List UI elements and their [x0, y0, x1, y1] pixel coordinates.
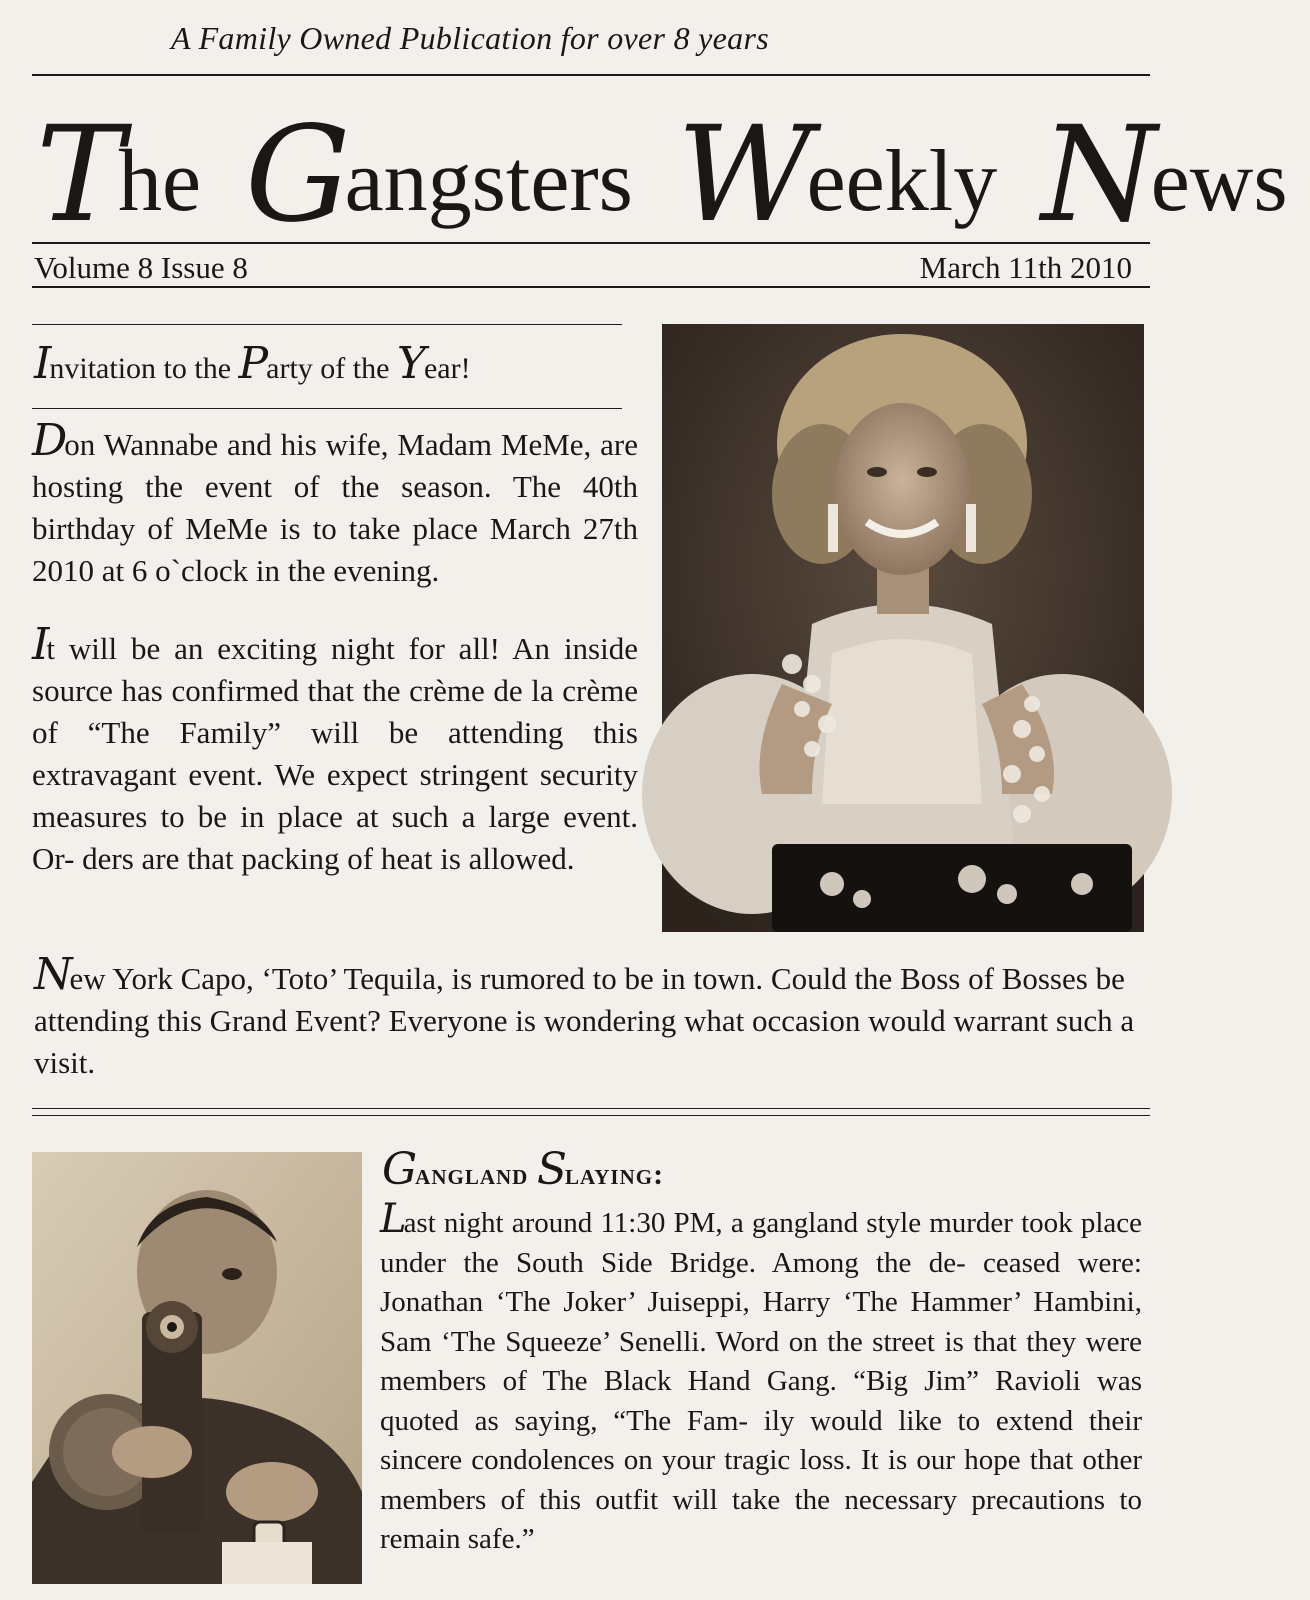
masthead-rule-bottom: [32, 286, 1150, 288]
section-rule-2: [32, 1115, 1150, 1116]
invitation-paragraph-2: It will be an exciting night for all! An inside source has confirmed that the crème de la crème of “The Family” will be attending this extravagant event. We expect stringent security measures to be in place at such a large event. Or- ders are that packing of heat is allowed.: [32, 619, 638, 876]
woman-with-jewels-image: [662, 324, 1144, 932]
drop-cap: N: [34, 949, 70, 1000]
invitation-paragraph-1: Don Wannabe and his wife, Madam MeMe, are hosting the event of the season. The 40th birthday of MeMe is to take place March 27th 2010 at 6 o`clock in the evening.: [32, 415, 638, 588]
slaying-paragraph: Last night around 11:30 PM, a gangland style murder took place under the South Side Bridge. Among the de- ceased were: Jonathan ‘The Joker’ Juiseppi, Harry ‘The Hammer’ Hambini, Sam ‘The Squeeze’ Senelli. Word on the street is that they were members of The Black Hand Gang. “Big Jim” Ravioli was quoted as saying, “The Fam- ily would like to extend their sincere condolences on your tragic loss. It is our hope that other members of this outfit will take the necessary precautions to remain safe.”: [380, 1196, 1142, 1555]
masthead-title: The Gangsters Weekly News: [36, 98, 1288, 252]
man-with-gun-image: [32, 1152, 362, 1584]
top-rule: [32, 74, 1150, 76]
masthead-rule-top: [32, 242, 1150, 244]
drop-cap: I: [32, 619, 47, 670]
invitation-title-rule-top: [32, 324, 622, 325]
slaying-headline: Gangland Slaying:: [382, 1144, 665, 1195]
invitation-paragraph-3: New York Capo, ‘Toto’ Tequila, is rumored to be in town. Could the Boss of Bosses be attending this Grand Event? Everyone is wondering what occasion would warrant such a visit.: [34, 949, 1135, 1080]
tagline: A Family Owned Publication for over 8 years: [171, 20, 769, 56]
invitation-headline: Invitation to the Party of the Year!: [34, 338, 471, 389]
madam-meme-photo: [662, 324, 1144, 932]
drop-cap: D: [32, 415, 65, 466]
section-rule-1: [32, 1108, 1150, 1109]
issue-date: March 11th 2010: [919, 250, 1132, 285]
invitation-title-rule-bottom: [32, 408, 622, 409]
drop-cap: L: [380, 1196, 404, 1242]
gangster-photo: [32, 1152, 362, 1584]
volume-issue: Volume 8 Issue 8: [34, 250, 248, 285]
